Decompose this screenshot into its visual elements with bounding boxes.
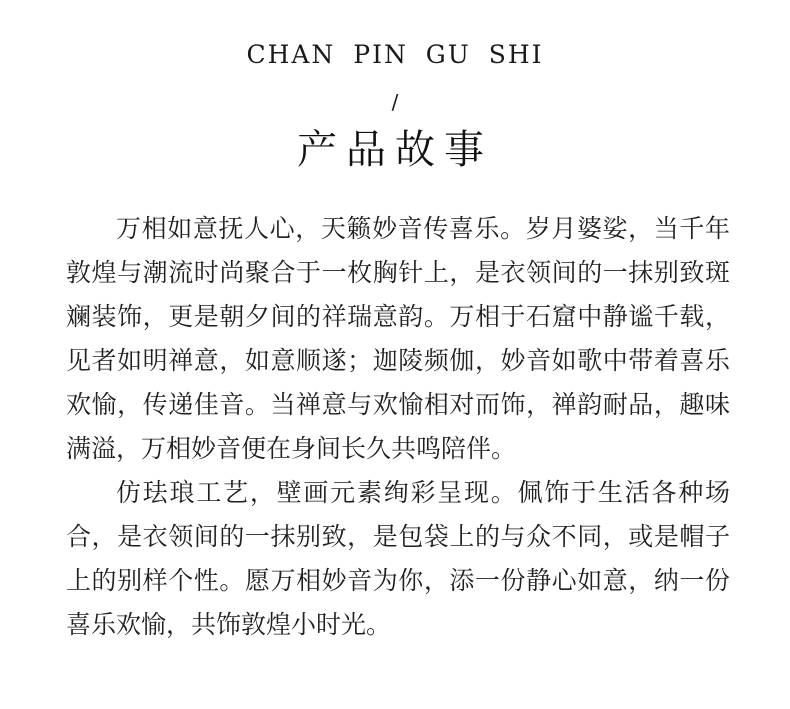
page-title: 产品故事 [297, 127, 493, 173]
story-paragraph-1: 万相如意抚人心，天籁妙音传喜乐。岁月婆娑，当千年敦煌与潮流时尚聚合于一枚胸针上，是衣领间的一抹别致斑斓装饰，更是朝夕间的祥瑞意韵。万相于石窟中静谧千载，见者如明禅意，如意顺遂；迦陵频伽，妙音如歌中带着喜乐欢愉，传递佳音。当禅意与欢愉相对而饰，禅韵耐品，趣味满溢，万相妙音便在身间长久共鸣陪伴。 [66, 214, 730, 463]
heading-separator: / [391, 90, 399, 114]
pinyin-heading: CHAN PIN GU SHI [246, 40, 544, 69]
story-paragraph-2: 仿珐琅工艺，壁画元素绚彩呈现。佩饰于生活各种场合，是衣领间的一抹别致，是包袋上的与众不同，或是帽子上的别样个性。愿万相妙音为你，添一份静心如意，纳一份喜乐欢愉，共饰敦煌小时光。 [66, 478, 730, 639]
story-body [66, 207, 730, 647]
